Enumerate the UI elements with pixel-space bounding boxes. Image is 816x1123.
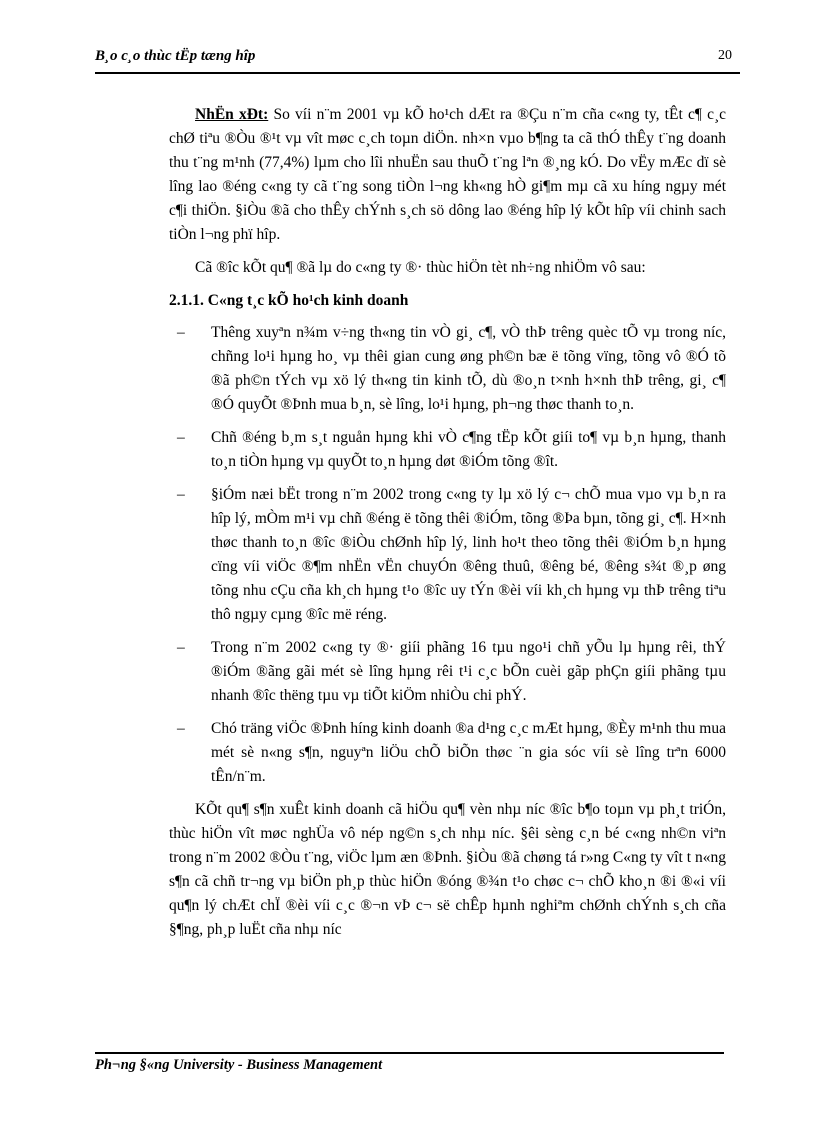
list-item — [169, 426, 726, 474]
paragraph-remarks — [169, 103, 726, 247]
footer-divider — [95, 1052, 724, 1054]
list-item-text: Thêng xuyªn n¾m v÷ng th«ng tin vÒ gi¸ c¶, vÒ thÞ trêng quèc tÕ vµ trong níc, chñng lo¹i hµng ho¸ vµ thêi gian cung øng ph©n bæ ë tõng vïng, tõng vô ®Ó tõ ®ã ph©n tÝch vµ xö lý th«ng tin kinh tÕ, dù ®o¸n t×nh h×nh thÞ trêng, gi¸ c¶ ®Ó quyÕt ®Þnh mua b¸n, sè lîng, lo¹i hµng, ph¬ng thøc thanh to¸n. — [211, 324, 726, 413]
dash-bullet-icon: – — [177, 486, 185, 503]
list-item — [169, 321, 726, 417]
task-list — [169, 321, 726, 789]
paragraph-results: Cã ®îc kÕt qu¶ ®ã lµ do c«ng ty ®· thùc hiÖn tèt nh÷ng nhiÖm vô sau: — [195, 259, 646, 276]
list-item-text: §iÓm næi bËt trong n¨m 2002 trong c«ng ty lµ xö lý c¬ chÕ mua vµo vµ b¸n ra hîp lý, mÒm m¹i vµ chñ ®éng ë tõng thêi ®iÓm, tõng ®Þa bµn, tõng gi¸ c¶. H×nh thøc thanh to¸n ®îc ®iÒu chØnh hîp lý, linh ho¹t theo tõng thêi ®iÓm b¸n hµng cïng víi viÖc ®¶m nhËn vËn chuyÓn ®êng thuû, ®êng bé, ®êng s¾t ®¸p øng tõng nhu cÇu cña kh¸ch hµng t¹o ®îc uy tÝn ®èi víi kh¸ch hµng vµ thÞ trêng tiªu thô ngµy cµng ®îc më réng. — [211, 486, 726, 623]
section-heading: 2.1.1. C«ng t¸c kÕ ho¹ch kinh doanh — [169, 292, 409, 309]
dash-bullet-icon: – — [177, 324, 185, 341]
remarks-text: So víi n¨m 2001 vµ kÕ ho¹ch dÆt ra ®Çu n¨m cña c«ng ty, tÊt c¶ c¸c chØ tiªu ®Òu ®¹t vµ vît møc c¸ch toµn diÖn. nh×n vµo b¶ng ta cã thÓ thÊy t¨ng doanh thu t¨ng m¹nh (77,4%) lµm cho lîi nhuËn sau thuÕ t¨ng lªn ®¸ng kÓ. Do vËy mÆc dï sè lîng lao ®éng c«ng ty cã t¨ng song tiÒn l¬ng kh«ng hÒ gi¶m mµ cã xu híng ngµy mét c¶i thiÖn. §iÒu ®ã cho thÊy chÝnh s¸ch sö dông lao ®éng hîp lý kÕt hîp víi chinh sach tiÒn l¬ng phï hîp. — [169, 106, 726, 243]
list-item-text: Trong n¨m 2002 c«ng ty ®· giíi phãng 16 tµu ngo¹i chñ yÕu lµ hµng rêi, thÝ ®iÓm ®ãng gãi mét sè lîng hµng rêi t¹i c¸c bÕn cuèi gãp phÇn giíi phãng tµu nhanh ®îc thëng tµu vµ tiÕt kiÖm nhiÒu chi phÝ. — [211, 639, 726, 704]
list-item-text: Chó träng viÖc ®Þnh híng kinh doanh ®a d¹ng c¸c mÆt hµng, ®Èy m¹nh thu mua mét sè n«ng s¶n, nguyªn liÖu chÕ biÕn thøc ¨n gia sóc víi sè lîng trªn 6000 tÊn/n¨m. — [211, 720, 726, 785]
list-item — [169, 636, 726, 708]
dash-bullet-icon: – — [177, 720, 185, 737]
paragraph-conclusion: KÕt qu¶ s¶n xuÊt kinh doanh cã hiÖu qu¶ vèn nhµ níc ®îc b¶o toµn vµ ph¸t triÓn, thùc hiÖn vît møc nghÜa vô nép ng©n s¸ch nhµ níc. §êi sèng c¸n bé c«ng nh©n viªn trong n¨m 2002 ®Òu t¨ng, viÖc lµm æn ®Þnh. §iÒu ®ã chøng tá r»ng C«ng ty vît t n«ng s¶n cã chñ tr¬ng vµ biÖn ph¸p thùc hiÖn ®óng ®¾n t¹o chøc c¬ chÕ kho¸n ®i ®«i víi qu¶n lý chÆt chÏ ®èi víi c¸c ®¬n vÞ c¬ së chÊp hµnh nghiªm chØnh chÝnh s¸ch cña §¶ng, ph¸p luËt cña nhµ níc — [169, 801, 726, 938]
header-title: B¸o c¸o thùc tËp tæng hîp — [95, 48, 256, 64]
remarks-label: NhËn xÐt: — [195, 106, 269, 123]
footer-text: Ph¬ng §«ng University - Business Management — [95, 1057, 383, 1073]
list-item-text: Chñ ®éng b¸m s¸t nguån hµng khi vÒ c¶ng tËp kÕt giíi to¶ vµ b¸n hµng, thanh to¸n tiÒn hµng vµ quyÕt to¸n hµng døt ®iÓm tõng ®ît. — [211, 429, 726, 470]
list-item — [169, 483, 726, 627]
page-number: 20 — [718, 48, 732, 63]
list-item — [169, 717, 726, 789]
dash-bullet-icon: – — [177, 639, 185, 656]
dash-bullet-icon: – — [177, 429, 185, 446]
page-body — [169, 103, 726, 951]
page-header — [95, 48, 740, 72]
header-divider — [95, 72, 740, 74]
